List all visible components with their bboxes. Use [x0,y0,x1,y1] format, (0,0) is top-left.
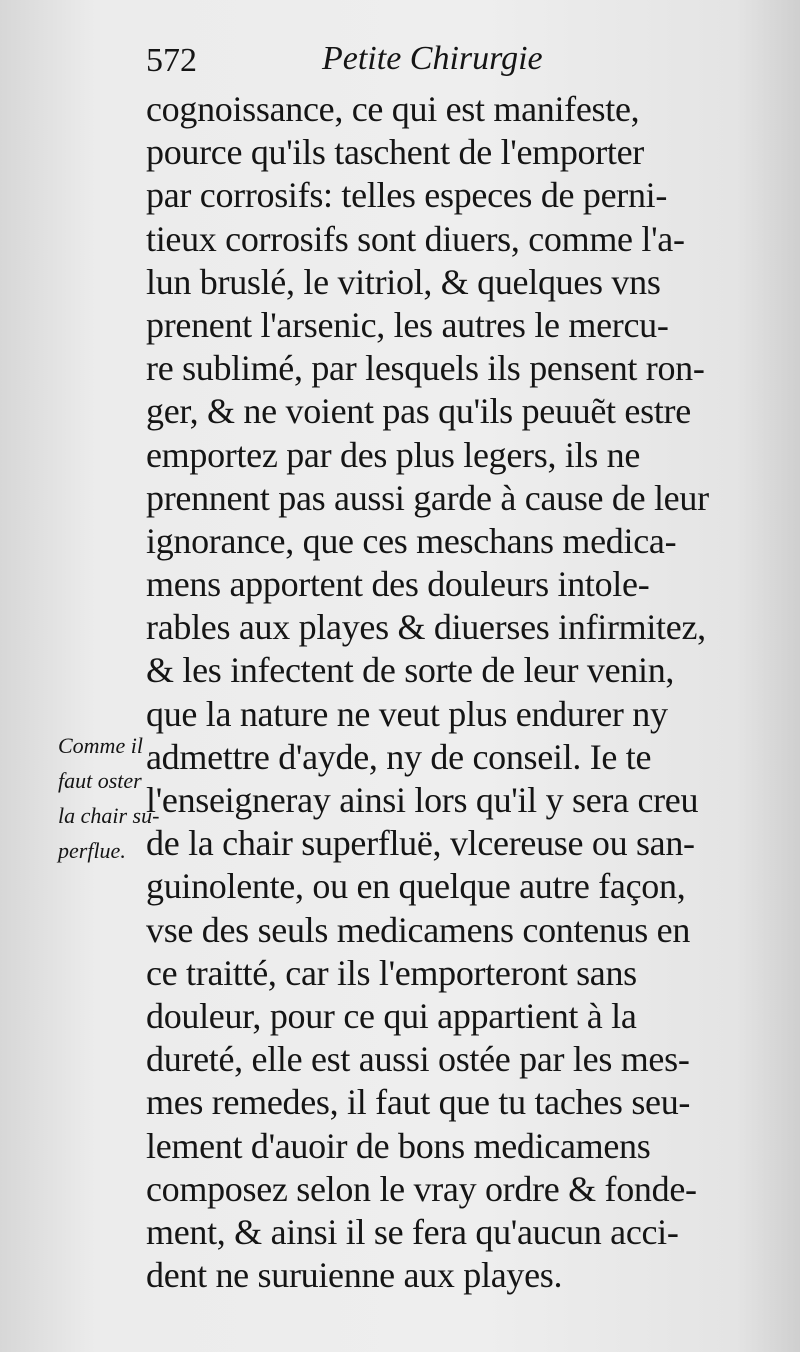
margin-note [58,728,168,868]
page-header [146,36,746,86]
margin-note-line: perflue. [58,838,126,863]
text-line: douleur, pour ce qui appartient à la [146,995,637,1036]
text-line: mens apportent des douleurs intole- [146,564,650,605]
text-line: tieux corrosifs sont diuers, comme l'a- [146,218,685,259]
text-line: ce traitté, car ils l'emporteront sans [146,952,637,993]
text-line: emportez par des plus legers, ils ne [146,434,641,475]
text-line: cognoissance, ce qui est manifeste, [146,89,640,129]
text-line: l'enseigneray ainsi lors qu'il y sera creu [146,780,699,820]
margin-note-line: la chair su- [58,803,160,828]
body-text [146,88,746,1297]
text-line: ger, & ne voient pas qu'ils peuuẽt estre [146,391,691,432]
margin-note-line: faut oster [58,768,142,793]
text-line: guinolente, ou en quelque autre façon, [146,866,686,907]
text-line: par corrosifs: telles especes de perni- [146,175,668,216]
text-line: re sublimé, par lesquels ils pensent ron- [146,348,705,389]
text-line: lun bruslé, le vitriol, & quelques vns [146,261,661,302]
text-line: que la nature ne veut plus endurer ny [146,693,668,734]
text-line: prenent l'arsenic, les autres le mercu- [146,304,669,345]
running-title: Petite Chirurgie [322,40,543,77]
text-line: dureté, elle est aussi ostée par les mes- [146,1039,690,1080]
text-line: ment, & ainsi il se fera qu'aucun acci- [146,1211,679,1252]
text-line: mes remedes, il faut que tu taches seu- [146,1082,691,1123]
text-line: lement d'auoir de bons medicamens [146,1125,651,1166]
margin-note-line: Comme il [58,733,143,758]
text-line: vse des seuls medicamens contenus en [146,909,691,950]
text-line: prennent pas aussi garde à cause de leur [146,477,709,518]
text-line: admettre d'ayde, ny de conseil. Ie te [146,736,652,777]
text-line: de la chair superfluë, vlcereuse ou san- [146,823,695,864]
text-line: rables aux playes & diuerses infirmitez, [146,607,706,648]
text-line: & les infectent de sorte de leur venin, [146,650,675,691]
page-number: 572 [146,42,197,79]
text-line: pource qu'ils taschent de l'emporter [146,132,644,173]
text-line: composez selon le vray ordre & fonde- [146,1168,697,1209]
text-line: ignorance, que ces meschans medica- [146,520,677,561]
text-line: dent ne suruienne aux playes. [146,1255,563,1296]
